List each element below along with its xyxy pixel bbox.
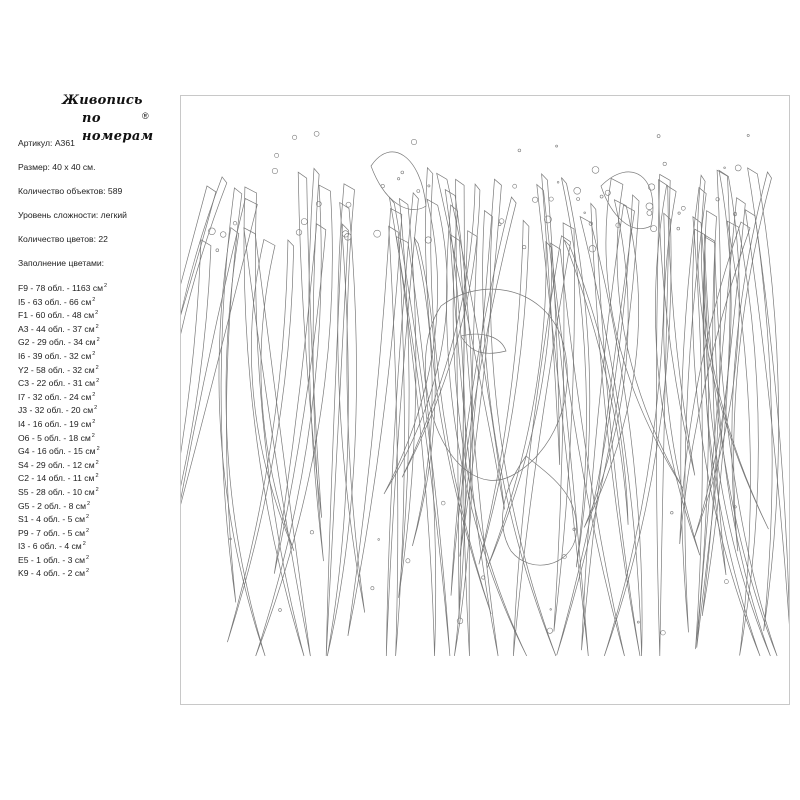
color-item-text: G5 - 2 обл. - 8 см — [18, 500, 86, 511]
product-info — [18, 138, 178, 282]
color-item — [18, 566, 107, 580]
paint-splatter-dot — [550, 609, 552, 611]
color-item — [18, 390, 107, 404]
color-item-text: F1 - 60 обл. - 48 см — [18, 310, 95, 321]
paint-splatter-dot — [716, 198, 719, 201]
paint-splatter-dot — [556, 145, 558, 147]
paint-splatter-dot — [584, 212, 586, 214]
stripe-outline — [450, 234, 498, 656]
zebra-outline-artwork — [181, 96, 789, 704]
color-item-unit-exponent: 2 — [87, 500, 91, 507]
color-item-unit-exponent: 2 — [92, 296, 96, 303]
color-item-unit-exponent: 2 — [86, 527, 90, 534]
color-item-unit-exponent: 2 — [94, 405, 98, 412]
color-item — [18, 295, 107, 309]
paint-splatter-dot — [216, 249, 219, 252]
color-item-unit-exponent: 2 — [95, 310, 99, 317]
color-item-text: I3 - 6 обл. - 4 см — [18, 541, 82, 552]
stripe-outline — [181, 240, 211, 589]
color-item-text: S1 - 4 обл. - 5 см — [18, 514, 86, 525]
brand-line-2: по номерам — [82, 111, 154, 144]
color-item-text: I7 - 32 обл. - 24 см — [18, 391, 92, 402]
paint-splatter-dot — [647, 211, 652, 216]
stripe-outline — [274, 224, 326, 574]
paint-splatter-dot — [735, 165, 741, 171]
paint-splatter-dot — [374, 230, 381, 237]
color-item — [18, 499, 107, 513]
stripe-outline — [386, 193, 418, 656]
color-item-text: J3 - 32 обл. - 20 см — [18, 405, 94, 416]
paint-splatter-dot — [498, 223, 501, 226]
stripe-outline — [537, 185, 589, 657]
color-item — [18, 471, 107, 485]
color-item-text: P9 - 7 обл. - 5 см — [18, 527, 86, 538]
stripe-outline — [564, 240, 628, 525]
color-item — [18, 539, 107, 553]
color-item-text: K9 - 4 обл. - 2 см — [18, 568, 86, 579]
paint-splatter-dot — [523, 245, 526, 248]
paint-splatter-dot — [600, 195, 603, 198]
paint-splatter-dot — [346, 202, 351, 207]
color-item — [18, 485, 107, 499]
color-item-unit-exponent: 2 — [86, 554, 90, 561]
color-item — [18, 281, 107, 295]
color-item — [18, 308, 107, 322]
registered-mark: ® — [142, 111, 149, 121]
color-item-unit-exponent: 2 — [95, 486, 99, 493]
paint-splatter-dot — [592, 167, 599, 174]
paint-splatter-dot — [310, 531, 313, 534]
paint-splatter-dot — [671, 511, 674, 514]
color-item — [18, 526, 107, 540]
color-item-text: I5 - 63 обл. - 66 см — [18, 296, 92, 307]
color-item-unit-exponent: 2 — [95, 459, 99, 466]
paint-splatter-dot — [220, 232, 226, 238]
stripe-outline — [219, 228, 265, 656]
paint-splatter-dot — [513, 184, 517, 188]
color-item-unit-exponent: 2 — [86, 514, 90, 521]
color-item — [18, 458, 107, 472]
color-item — [18, 322, 107, 336]
color-item-unit-exponent: 2 — [86, 568, 90, 575]
stripe-outline — [251, 240, 294, 551]
paint-splatter-dot — [406, 559, 410, 563]
paint-splatter-dot — [411, 139, 416, 144]
paint-splatter-dot — [397, 178, 399, 180]
stripe-outline — [402, 184, 480, 477]
paint-splatter-dot — [233, 221, 237, 225]
paint-splatter-dot — [547, 628, 552, 633]
stripe-outline — [551, 243, 625, 656]
color-item-text: S5 - 28 обл. - 10 см — [18, 486, 95, 497]
paint-splatter-dot — [637, 621, 639, 623]
paint-splatter-dot — [279, 609, 282, 612]
color-item — [18, 363, 107, 377]
color-item — [18, 553, 107, 567]
paint-splatter-dot — [428, 185, 430, 187]
paint-splatter-dot — [589, 245, 596, 252]
color-item — [18, 335, 107, 349]
color-item-text: C2 - 14 обл. - 11 см — [18, 473, 95, 484]
paint-splatter-dot — [678, 212, 680, 214]
color-item-unit-exponent: 2 — [96, 337, 100, 344]
color-item-text: C3 - 22 обл. - 31 см — [18, 378, 96, 389]
colors-count-text: Количество цветов: 22 — [18, 234, 108, 244]
paint-splatter-dot — [275, 153, 279, 157]
paint-splatter-dot — [577, 198, 580, 201]
color-item-text: O6 - 5 обл. - 18 см — [18, 432, 91, 443]
color-item-unit-exponent: 2 — [95, 473, 99, 480]
color-item-text: G2 - 29 обл. - 34 см — [18, 337, 96, 348]
color-item-unit-exponent: 2 — [96, 446, 100, 453]
size-text: Размер: 40 x 40 см. — [18, 162, 96, 172]
color-item — [18, 512, 107, 526]
stripe-outline — [479, 220, 529, 564]
paint-splatter-dot — [661, 630, 666, 635]
objects-count-text: Количество объектов: 589 — [18, 186, 123, 196]
color-item-unit-exponent: 2 — [96, 378, 100, 385]
brand-line-1: Живопись — [62, 93, 143, 108]
paint-splatter-dot — [441, 501, 445, 505]
paint-splatter-dot — [272, 168, 277, 173]
paint-splatter-dot — [292, 135, 296, 139]
color-item-text: E5 - 1 обл. - 3 см — [18, 554, 86, 565]
color-item-text: S4 - 29 обл. - 12 см — [18, 459, 95, 470]
color-item-unit-exponent: 2 — [95, 323, 99, 330]
color-item — [18, 431, 107, 445]
color-item-unit-exponent: 2 — [92, 418, 96, 425]
color-item-text: A3 - 44 обл. - 37 см — [18, 323, 95, 334]
paint-splatter-dot — [557, 181, 559, 183]
paint-splatter-dot — [417, 190, 420, 193]
painting-canvas — [180, 95, 790, 705]
stripe-outline — [244, 228, 311, 656]
paint-splatter-dot — [657, 135, 660, 138]
zebra-ear-outline — [601, 172, 653, 229]
paint-splatter-dot — [532, 197, 537, 202]
paint-splatter-dot — [518, 149, 521, 152]
color-item-unit-exponent: 2 — [95, 364, 99, 371]
paint-splatter-dot — [677, 227, 680, 230]
article-text: Артикул: A361 — [18, 138, 75, 148]
color-item — [18, 403, 107, 417]
zebra-ear-outline — [371, 152, 426, 210]
color-item — [18, 444, 107, 458]
paint-splatter-dot — [646, 203, 653, 210]
paint-splatter-dot — [574, 187, 581, 194]
color-item-unit-exponent: 2 — [104, 283, 108, 289]
color-item-text: I6 - 39 обл. - 32 см — [18, 350, 92, 361]
color-item — [18, 417, 107, 431]
stripe-outline — [655, 185, 699, 555]
paint-splatter-dot — [371, 587, 374, 590]
paint-splatter-dot — [381, 184, 384, 187]
paint-splatter-dot — [296, 230, 302, 236]
paint-splatter-dot — [401, 171, 404, 174]
color-item-unit-exponent: 2 — [91, 432, 95, 439]
stripe-outline — [327, 203, 356, 657]
color-item-unit-exponent: 2 — [92, 350, 96, 357]
stripe-outline — [181, 177, 227, 476]
color-item-text: I4 - 16 обл. - 19 см — [18, 418, 92, 429]
paint-splatter-dot — [724, 580, 728, 584]
stripe-outline — [181, 186, 216, 484]
fill-heading: Заполнение цветами: — [18, 258, 105, 268]
color-fill-list — [18, 281, 107, 580]
color-item-text: Y2 - 58 обл. - 32 см — [18, 364, 95, 375]
color-item-text: F9 - 78 обл. - 1163 см — [18, 283, 104, 293]
paint-splatter-dot — [314, 131, 319, 136]
paint-splatter-dot — [378, 539, 380, 541]
paint-splatter-dot — [301, 219, 307, 225]
stripe-outline — [256, 185, 333, 656]
paint-splatter-dot — [342, 231, 348, 237]
color-item-unit-exponent: 2 — [82, 541, 86, 548]
paint-splatter-dot — [681, 206, 685, 210]
stripe-outline — [221, 188, 242, 603]
paint-splatter-dot — [747, 134, 749, 136]
paint-splatter-dot — [663, 162, 666, 165]
color-item — [18, 349, 107, 363]
paint-splatter-dot — [549, 197, 553, 201]
color-item-unit-exponent: 2 — [92, 391, 96, 398]
paint-splatter-dot — [605, 190, 610, 195]
paint-splatter-dot — [651, 226, 657, 232]
paint-splatter-dot — [724, 167, 726, 169]
color-item — [18, 376, 107, 390]
difficulty-text: Уровень сложности: легкий — [18, 210, 127, 220]
color-item-text: G4 - 16 обл. - 15 см — [18, 446, 96, 457]
